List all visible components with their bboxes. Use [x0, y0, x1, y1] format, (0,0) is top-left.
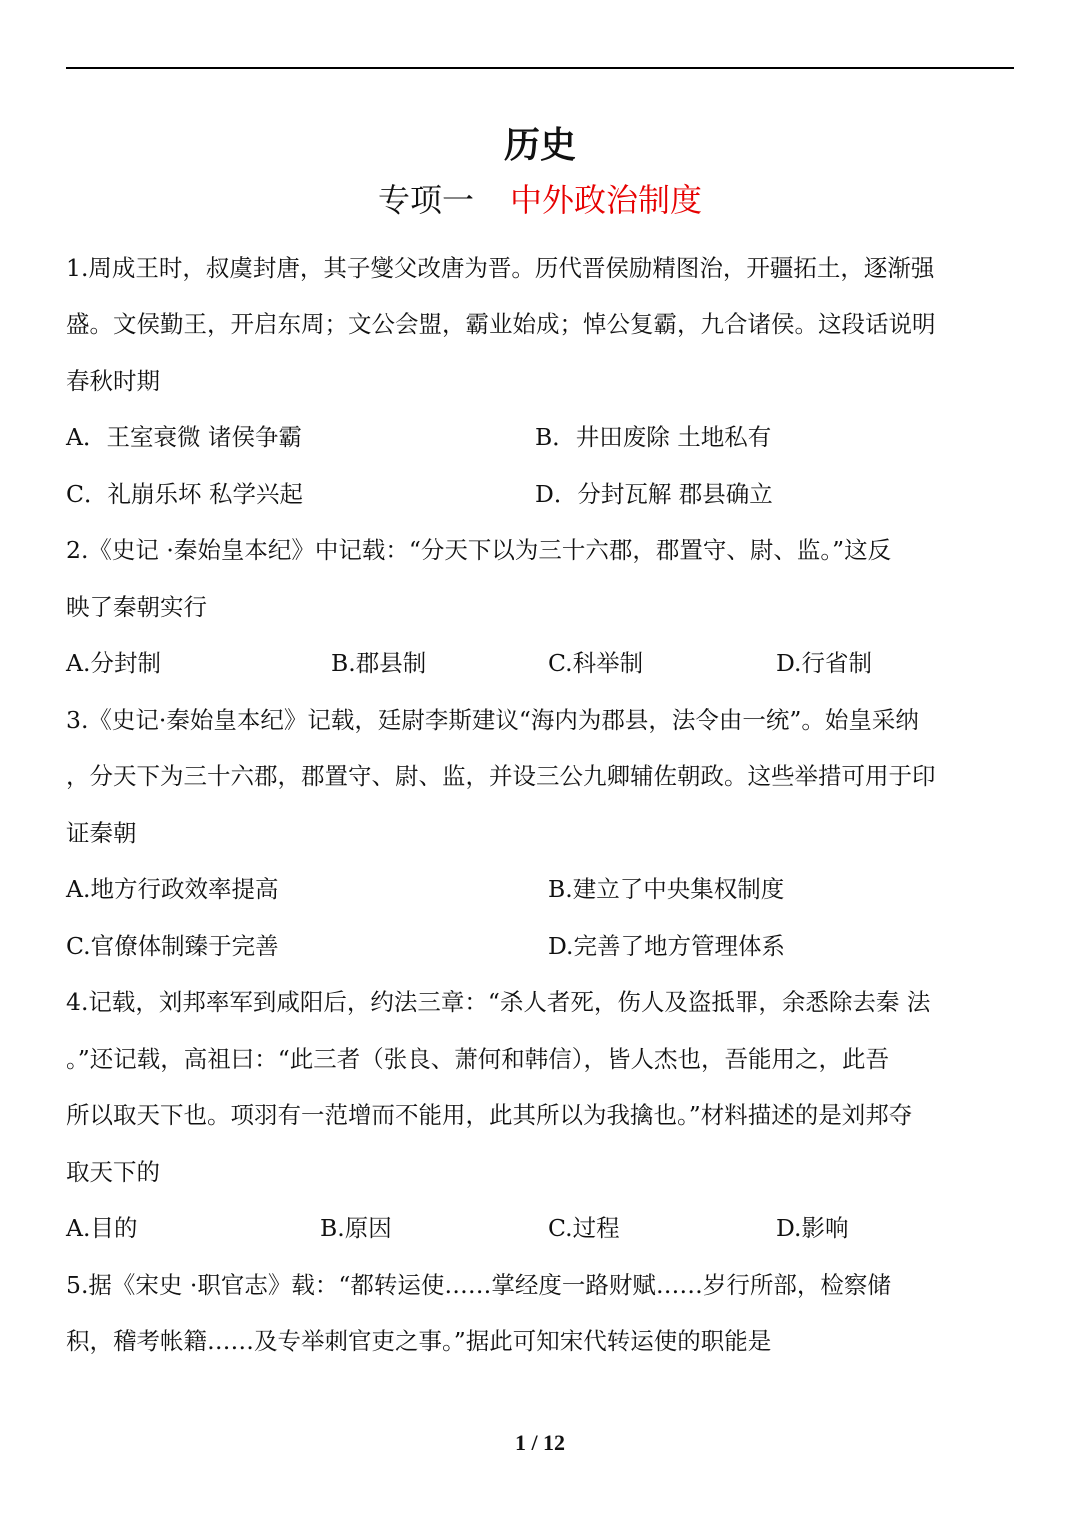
section-subtitle	[0, 178, 1080, 222]
question-2-line: 2.《史记 ·秦始皇本纪》中记载：“分天下以为三十六郡，郡置守、尉、监。”这反	[66, 536, 892, 564]
question-1-line: 盛。文侯勤王，开启东周；文公会盟，霸业始成；悼公复霸，九合诸侯。这段话说明	[66, 310, 936, 338]
question-2-option-a: A.分封制	[66, 649, 161, 677]
question-5-line: 积，稽考帐籍……及专举刺官吏之事。”据此可知宋代转运使的职能是	[66, 1327, 772, 1355]
question-4-line: 。”还记载，高祖曰：“此三者（张良、萧何和韩信），皆人杰也，吾能用之，此吾	[66, 1045, 890, 1073]
header-rule	[66, 67, 1014, 69]
subtitle-topic: 中外政治制度	[510, 181, 703, 219]
page-number: 1 / 12	[514, 1430, 566, 1455]
question-3-option-d: D.完善了地方管理体系	[548, 932, 785, 960]
question-3-option-a: A.地方行政效率提高	[66, 875, 279, 903]
question-4-option-d: D.影响	[776, 1214, 849, 1242]
question-4-option-c: C.过程	[548, 1214, 620, 1242]
question-2-option-d: D.行省制	[776, 649, 872, 677]
question-1-option-c: C．礼崩乐坏 私学兴起	[66, 480, 303, 508]
question-4-line: 所以取天下也。项羽有一范增而不能用，此其所以为我擒也。”材料描述的是刘邦夺	[66, 1101, 913, 1129]
question-3-line: 3.《史记·秦始皇本纪》记载，廷尉李斯建议“海内为郡县，法令由一统”。始皇采纳	[66, 706, 919, 734]
question-3-line: 证秦朝	[66, 819, 137, 847]
question-4-line: 取天下的	[66, 1158, 160, 1186]
question-5-line: 5.据《宋史 ·职官志》载：“都转运使……掌经度一路财赋……岁行所部，检察储	[66, 1271, 891, 1299]
question-1-line: 春秋时期	[66, 367, 160, 395]
question-1-option-d: D．分封瓦解 郡县确立	[535, 480, 773, 508]
question-2-option-b: B.郡县制	[331, 649, 427, 677]
question-3-option-c: C.官僚体制臻于完善	[66, 932, 279, 960]
question-4-line: 4.记载，刘邦率军到咸阳后，约法三章：“杀人者死，伤人及盗抵罪，余悉除去秦 法	[66, 988, 931, 1016]
question-1-option-a: A．王室衰微 诸侯争霸	[66, 423, 302, 451]
question-2-option-c: C.科举制	[548, 649, 644, 677]
subtitle-prefix: 专项一	[377, 181, 474, 219]
question-4-option-b: B.原因	[320, 1214, 392, 1242]
question-3-option-b: B.建立了中央集权制度	[548, 875, 785, 903]
question-3-line: ，分天下为三十六郡，郡置守、尉、监，并设三公九卿辅佐朝政。这些举措可用于印	[66, 762, 936, 790]
question-1-option-b: B．井田废除 土地私有	[535, 423, 772, 451]
question-1-line: 1.周成王时，叔虞封唐，其子燮父改唐为晋。历代晋侯励精图治，开疆拓土，逐渐强	[66, 254, 935, 282]
question-4-option-a: A.目的	[66, 1214, 138, 1242]
page-title: 历史	[503, 125, 576, 166]
question-2-line: 映了秦朝实行	[66, 593, 207, 621]
